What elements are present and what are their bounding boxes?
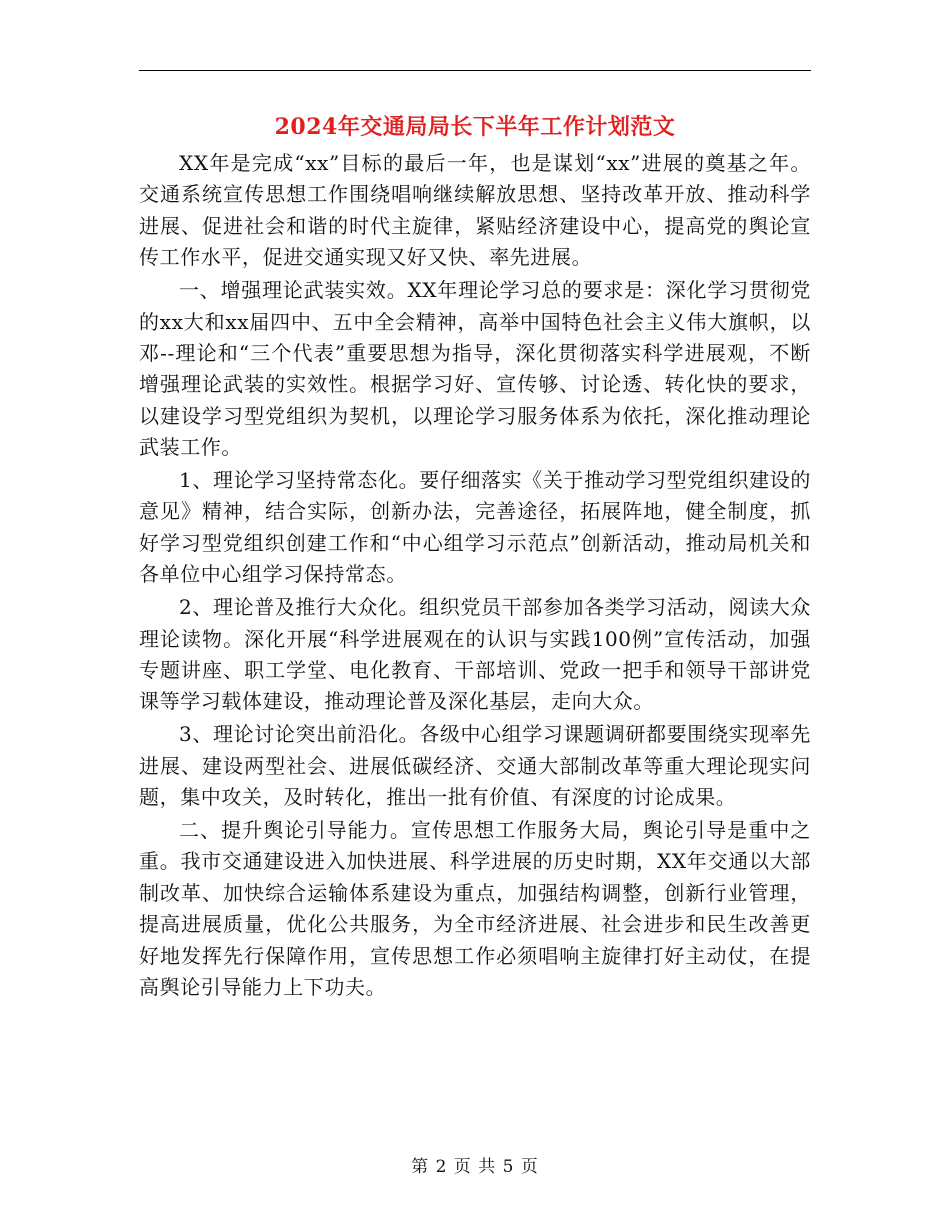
- document-body: [139, 148, 811, 1005]
- page-footer: [0, 1152, 950, 1177]
- paragraph-item-3: 3、理论讨论突出前沿化。各级中心组学习课题调研都要围绕实现率先进展、建设两型社会、进展低碳经济、交通大部制改革等重大理论现实问题，集中攻关，及时转化，推出一批有价值、有深度的讨论成果。: [139, 722, 811, 810]
- paragraph-section-two: 二、提升舆论引导能力。宣传思想工作服务大局，舆论引导是重中之重。我市交通建设进入加快进展、科学进展的历史时期，XX年交通以大部制改革、加快综合运输体系建设为重点，加强结构调整，创新行业管理，提高进展质量，优化公共服务，为全市经济进展、社会进步和民生改善更好地发挥先行保障作用，宣传思想工作必须唱响主旋律打好主动仗，在提高舆论引导能力上下功夫。: [139, 818, 811, 1000]
- paragraph-item-1: 1、理论学习坚持常态化。要仔细落实《关于推动学习型党组织建设的意见》精神，结合实际，创新办法，完善途径，拓展阵地，健全制度，抓好学习型党组织创建工作和“中心组学习示范点”创新活动，推动局机关和各单位中心组学习保持常态。: [139, 468, 811, 587]
- page-number: 第 2 页 共 5 页: [411, 1157, 539, 1177]
- header-rule: [139, 70, 811, 71]
- document-title: 2024年交通局局长下半年工作计划范文: [274, 114, 676, 140]
- paragraph-item-2: 2、理论普及推行大众化。组织党员干部参加各类学习活动，阅读大众理论读物。深化开展“科学进展观在的认识与实践100例”宣传活动，加强专题讲座、职工学堂、电化教育、干部培训、党政一把手和领导干部讲党课等学习载体建设，推动理论普及深化基层，走向大众。: [139, 595, 811, 714]
- paragraph-section-one: 一、增强理论武装实效。XX年理论学习总的要求是：深化学习贯彻党的xx大和xx届四中、五中全会精神，高举中国特色社会主义伟大旗帜，以邓--理论和“三个代表”重要思想为指导，深化贯彻落实科学进展观，不断增强理论武装的实效性。根据学习好、宣传够、讨论透、转化快的要求，以建设学习型党组织为契机，以理论学习服务体系为依托，深化推动理论武装工作。: [139, 278, 811, 460]
- paragraph-intro: XX年是完成“xx”目标的最后一年，也是谋划“xx”进展的奠基之年。交通系统宣传思想工作围绕唱响继续解放思想、坚持改革开放、推动科学进展、促进社会和谐的时代主旋律，紧贴经济建设中心，提高党的舆论宣传工作水平，促进交通实现又好又快、率先进展。: [139, 151, 811, 270]
